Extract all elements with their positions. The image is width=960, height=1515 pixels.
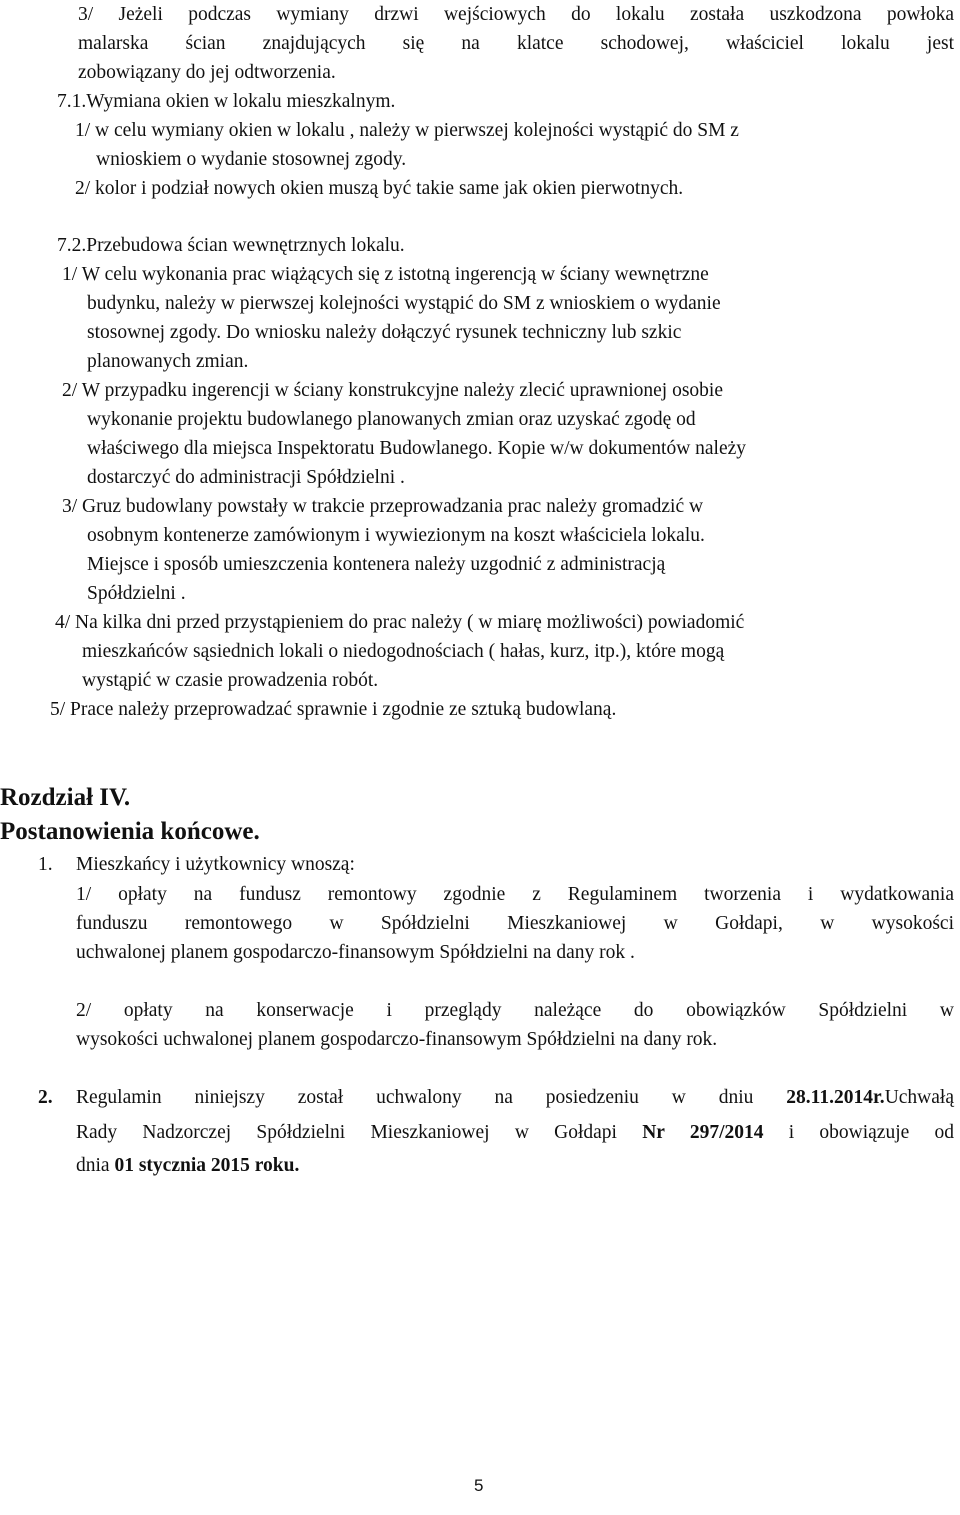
page-number: 5 (474, 1476, 484, 1495)
chapter-subtitle: Postanowienia końcowe. (0, 818, 260, 845)
list-item: 3/ Gruz budowlany powstały w trakcie przeprowadzania prac należy gromadzić w (62, 496, 704, 517)
list-item-continuation: planowanych zmian. (87, 351, 249, 372)
text-segment: Regulamin niniejszy został uchwalony na posiedzeniu w dniu (76, 1087, 787, 1108)
list-item-continuation: wykonanie projektu budowlanego planowanych zmian oraz uzyskać zgodę od (87, 409, 696, 430)
list-item: 2/ kolor i podział nowych okien muszą być takie same jak okien pierwotnych. (75, 178, 684, 199)
list-item-continuation: wystąpić w czasie prowadzenia robót. (82, 670, 379, 691)
effective-date: 01 stycznia 2015 roku. (114, 1155, 300, 1176)
list-item: 5/ Prace należy przeprowadzać sprawnie i zgodnie ze sztuką budowlaną. (50, 699, 617, 720)
paragraph-line: wysokości uchwalonej planem gospodarczo-finansowym Spółdzielni na dany rok. (76, 1029, 718, 1050)
list-item: 1/ w celu wymiany okien w lokalu , należy w pierwszej kolejności wystąpić do SM z (75, 120, 739, 141)
list-item-continuation: mieszkańców sąsiednich lokali o niedogodnościach ( hałas, kurz, itp.), które mogą (82, 641, 725, 662)
paragraph-line: 3/ Jeżeli podczas wymiany drzwi wejściowych do lokalu została uszkodzona powłoka (78, 4, 954, 25)
list-item-continuation: właściwego dla miejsca Inspektoratu Budowlanego. Kopie w/w dokumentów należy (87, 438, 747, 459)
chapter-title: Rozdział IV. (0, 784, 131, 811)
text-segment: Rady Nadzorczej Spółdzielni Mieszkaniowej w Gołdapi (76, 1122, 643, 1143)
list-item-continuation: stosownej zgody. Do wniosku należy dołączyć rysunek techniczny lub szkic (87, 322, 682, 343)
paragraph-line: funduszu remontowego w Spółdzielni Mieszkaniowej w Gołdapi, w wysokości (76, 913, 954, 934)
item-number: 2. (38, 1087, 53, 1108)
paragraph-line (76, 1118, 954, 1147)
paragraph-line: 1/ opłaty na fundusz remontowy zgodnie z Regulaminem tworzenia i wydatkowania (76, 884, 954, 905)
resolution-date: 28.11.2014r. (786, 1087, 885, 1108)
item-number: 1. (38, 854, 53, 875)
item-lead: Mieszkańcy i użytkownicy wnoszą: (76, 854, 355, 875)
list-item-continuation: Miejsce i sposób umieszczenia kontenera należy uzgodnić z administracją (87, 554, 666, 575)
paragraph-line: zobowiązany do jej odtworzenia. (78, 62, 336, 83)
text-segment: i obowiązuje od (763, 1122, 954, 1143)
list-item: 1/ W celu wykonania prac wiążących się z istotną ingerencją w ściany wewnętrzne (62, 264, 709, 285)
text-segment: Uchwałą (884, 1087, 954, 1108)
list-item-continuation: dostarczyć do administracji Spółdzielni . (87, 467, 405, 488)
paragraph-line: uchwalonej planem gospodarczo-finansowym Spółdzielni na dany rok . (76, 942, 635, 963)
text-segment: dnia (76, 1155, 115, 1176)
paragraph-line (76, 1151, 299, 1180)
list-item-continuation: osobnym kontenerze zamówionym i wywiezionym na koszt właściciela lokalu. (87, 525, 705, 546)
list-item: 2/ W przypadku ingerencji w ściany konstrukcyjne należy zlecić uprawnionej osobie (62, 380, 723, 401)
list-item-continuation: budynku, należy w pierwszej kolejności wystąpić do SM z wnioskiem o wydanie (87, 293, 721, 314)
section-heading-7-1: 7.1.Wymiana okien w lokalu mieszkalnym. (57, 91, 396, 112)
paragraph-line (76, 1083, 954, 1112)
list-item-continuation: wnioskiem o wydanie stosownej zgody. (96, 149, 407, 170)
resolution-number: Nr 297/2014 (642, 1122, 764, 1143)
paragraph-line: malarska ścian znajdujących się na klatce schodowej, właściciel lokalu jest (78, 33, 954, 54)
list-item-continuation: Spółdzielni . (87, 583, 186, 604)
paragraph-line: 2/ opłaty na konserwacje i przeglądy należące do obowiązków Spółdzielni w (76, 1000, 954, 1021)
list-item: 4/ Na kilka dni przed przystąpieniem do prac należy ( w miarę możliwości) powiadomić (55, 612, 745, 633)
section-heading-7-2: 7.2.Przebudowa ścian wewnętrznych lokalu. (57, 235, 405, 256)
